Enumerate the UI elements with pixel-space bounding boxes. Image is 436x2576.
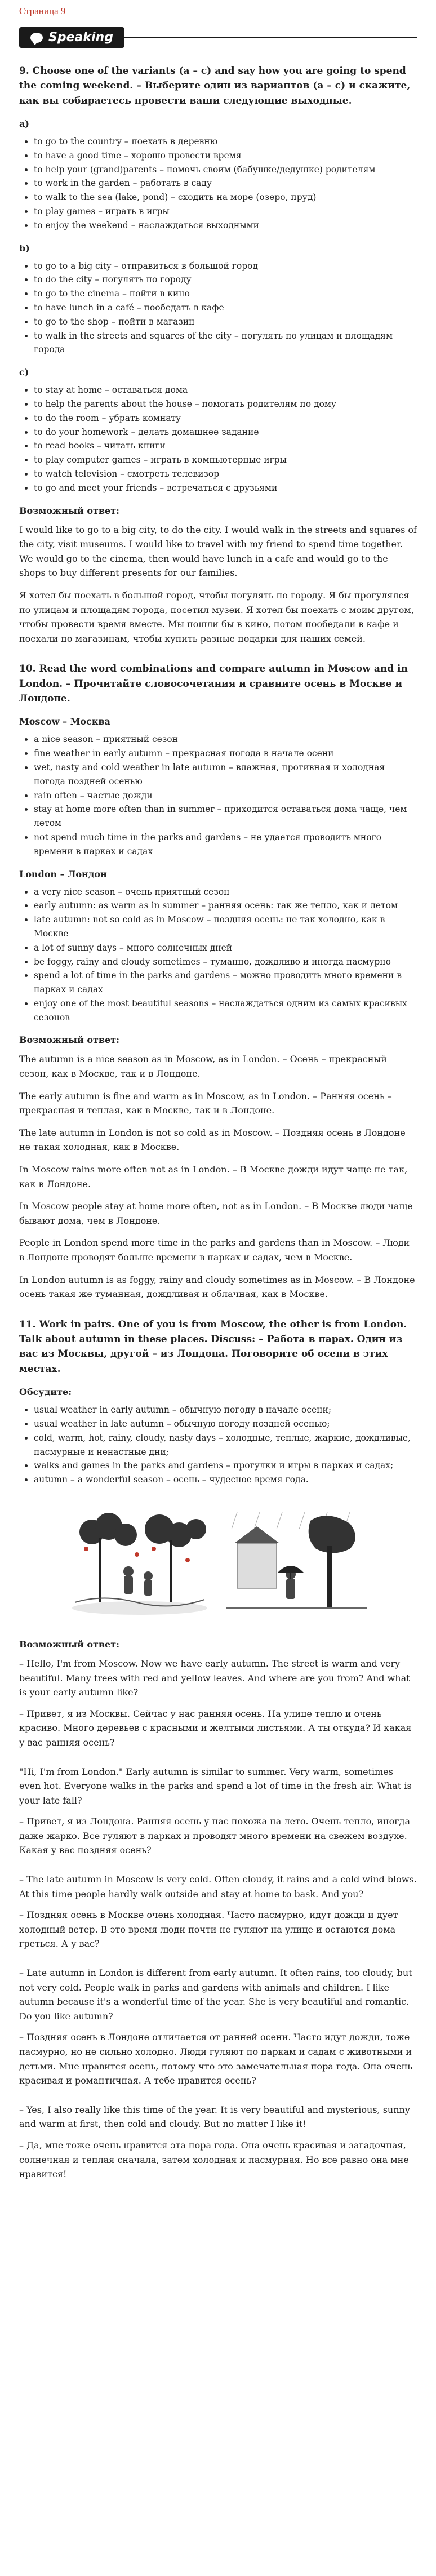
list-item: • spend a lot of time in the parks and gardens – можно проводить много времени в парках и садах xyxy=(34,969,417,997)
list-item: • to read books – читать книги xyxy=(34,439,417,453)
group-a-label: a) xyxy=(19,118,29,130)
dialog-line: – Поздняя осень в Москве очень холодная. Часто пасмурно, идут дожди и дует холодный ветер. В это время люди почти не гуляют на улице и остаются дома греться. А у вас? xyxy=(19,1909,398,1949)
list-item: • walks and games in the parks and gardens – прогулки и игры в парках и садах; xyxy=(34,1459,417,1473)
list-item: • be foggy, rainy and cloudy sometimes – туманно, дождливо и иногда пасмурно xyxy=(34,955,417,969)
group-c-list xyxy=(19,383,417,495)
ex9-answer-ru: Я хотел бы поехать в большой город, чтобы погулять по городу. Я бы прогулялся по улицам и площадям города, посетил музеи. Я хотел бы поехать с моим другом, чтобы провести время вместе. Мы пошли бы в кино, потом пообедали в кафе и поехали по магазинам, чтобы купить разные подарки для наших семей. xyxy=(19,589,414,644)
dialog-line: – Привет, я из Москвы. Сейчас у нас ранняя осень. На улице тепло и очень красиво. Много деревьев с красными и желтыми листьями. А ты откуда? И какая у вас ранняя осень? xyxy=(19,1708,412,1748)
autumn-park-picture xyxy=(69,1509,210,1616)
list-item: • to go to a big city – отправиться в большой город xyxy=(34,259,417,273)
dialog xyxy=(19,1656,417,2182)
group-c-label: c) xyxy=(19,367,29,378)
dialog-line: – Hello, I'm from Moscow. Now we have early autumn. The street is warm and very beautiful. Many trees with red and yellow leaves. And where are you from? And what is your early autumn like? xyxy=(19,1658,410,1698)
illustrations xyxy=(19,1509,417,1616)
rainy-city-picture xyxy=(226,1509,367,1616)
dialog-line: – Поздняя осень в Лондоне отличается от ранней осени. Часто идут дожди, тоже пасмурно, но не сильно холодно. Люди гуляют по паркам и садам с животными и детьми. Мне нравится осень, потому что это замечательная пора года. Она очень красивая и романтичная. А тебе нравится осень? xyxy=(19,2032,412,2086)
speech-bubble-icon xyxy=(30,33,43,43)
moscow-list xyxy=(19,732,417,858)
ex10-answer: In Moscow people stay at home more often, not as in London. – В Москве люди чаще бывают дома, чем в Лондоне. xyxy=(19,1201,413,1226)
dialog-line: – Yes, I also really like this time of the year. It is very beautiful and mysterious, sunny and warm at first, then cold and cloudy. But no matter I like it! xyxy=(19,2104,410,2130)
dialog-line: – Привет, я из Лондона. Ранняя осень у нас похожа на лето. Очень тепло, иногда даже жарко. Все гуляют в парках и проводят много времени на свежем воздухе. Какая у вас поздняя осень? xyxy=(19,1816,410,1856)
ex9-answer-en: I would like to go to a big city, to do the city. I would walk in the streets and squares of the city, visit museums. I would like to travel with my friend to spend time together. We would go to the cinema, then would have lunch in a cafe and would go to the shops to buy different presents for our families. xyxy=(19,524,417,579)
list-item: • a very nice season – очень приятный сезон xyxy=(34,885,417,899)
group-a-list xyxy=(19,135,417,233)
list-item: • to help the parents about the house – помогать родителям по дому xyxy=(34,397,417,411)
list-item: • to have lunch in a café – пообедать в кафе xyxy=(34,301,417,315)
list-item: • to play games – играть в игры xyxy=(34,205,417,219)
dialog-line: – The late autumn in Moscow is very cold. Often cloudy, it rains and a cold wind blows. At this time people hardly walk outside and stay at home to bask. And you? xyxy=(19,1874,417,1899)
list-item: • rain often – частые дожди xyxy=(34,789,417,803)
list-item: • cold, warm, hot, rainy, cloudy, nasty days – холодные, теплые, жаркие, дождливые, пасмурные и ненастные дни; xyxy=(34,1431,417,1459)
list-item: • to have a good time – хорошо провести время xyxy=(34,149,417,163)
exercise-9-title: 9. Choose one of the variants (a – c) and say how you are going to spend the coming weekend. – Выберите один из вариантов (a – c) и скажите, как вы собираетесь провести ваши следующие выходные. xyxy=(19,65,411,106)
page-number: Страница 9 xyxy=(19,6,66,16)
speaking-banner-label: Speaking xyxy=(48,30,113,45)
list-item: • early autumn: as warm as in summer – ранняя осень: так же тепло, как и летом xyxy=(34,899,417,913)
dialog-line: – Late autumn in London is different from early autumn. It often rains, too cloudy, but not very cold. People walk in parks and gardens with animals and children. I like autumn because it's a wonderful time of the year. She is very beautiful and romantic. Do you like autumn? xyxy=(19,1967,412,2022)
list-item: • usual weather in late autumn – обычную погоду поздней осенью; xyxy=(34,1417,417,1431)
list-item: • wet, nasty and cold weather in late autumn – влажная, противная и холодная погода поздней осенью xyxy=(34,761,417,789)
group-b-label: b) xyxy=(19,242,30,254)
list-item: • a nice season – приятный сезон xyxy=(34,732,417,747)
list-item: • to go and meet your friends – встречаться с друзьями xyxy=(34,481,417,495)
list-item: • stay at home more often than in summer – приходится оставаться дома чаще, чем летом xyxy=(34,802,417,830)
list-item: • to help your (grand)parents – помочь своим (бабушке/дедушке) родителям xyxy=(34,163,417,177)
moscow-label: Moscow – Москва xyxy=(19,716,110,727)
discuss-list xyxy=(19,1403,417,1487)
list-item: • to do your homework – делать домашнее задание xyxy=(34,425,417,439)
list-item: • to walk to the sea (lake, pond) – сходить на море (озеро, пруд) xyxy=(34,190,417,205)
list-item: • to go to the shop – пойти в магазин xyxy=(34,315,417,329)
speaking-banner xyxy=(19,27,124,48)
list-item: • not spend much time in the parks and gardens – не удается проводить много времени в парках и садах xyxy=(34,830,417,859)
list-item: • to watch television – смотреть телевизор xyxy=(34,467,417,481)
list-item: • to enjoy the weekend – наслаждаться выходными xyxy=(34,219,417,233)
ex10-answer: People in London spend more time in the parks and gardens than in Moscow. – Люди в Лондоне проводят больше времени в парках и садах, чем в Москве. xyxy=(19,1237,410,1263)
exercise-11-title: 11. Work in pairs. One of you is from Moscow, the other is from London. Talk about autumn in these places. Discuss: – Работа в парах. Один из вас из Москвы, другой – из Лондона. Поговорите об осени в этих местах. xyxy=(19,1318,407,1375)
list-item: • to do the city – погулять по городу xyxy=(34,273,417,287)
speaking-header xyxy=(19,27,417,48)
list-item: • to play computer games – играть в компьютерные игры xyxy=(34,453,417,467)
exercise-10-title: 10. Read the word combinations and compare autumn in Moscow and in London. – Прочитайте словосочетания и сравните осень в Москве и Лондоне. xyxy=(19,663,408,704)
ex10-answer: The early autumn is fine and warm as in Moscow, as in London. – Ранняя осень – прекрасная и теплая, как в Москве, так и в Лондоне. xyxy=(19,1090,392,1116)
list-item: • to walk in the streets and squares of the city – погулять по улицам и площадям города xyxy=(34,329,417,357)
list-item: • enjoy one of the most beautiful seasons – наслаждаться одним из самых красивых сезонов xyxy=(34,997,417,1025)
ex9-answer-label: Возможный ответ: xyxy=(19,505,120,516)
list-item: • a lot of sunny days – много солнечных дней xyxy=(34,941,417,955)
dialog-line: – Да, мне тоже очень нравится эта пора года. Она очень красивая и загадочная, солнечная и теплая сначала, затем холодная и пасмурная. Но все равно она мне нравится! xyxy=(19,2139,409,2180)
list-item: • to work in the garden – работать в саду xyxy=(34,176,417,190)
list-item: • usual weather in early autumn – обычную погоду в начале осени; xyxy=(34,1403,417,1417)
ex10-answer: The late autumn in London is not so cold as in Moscow. – Поздняя осень в Лондоне не такая холодная, как в Москве. xyxy=(19,1127,406,1153)
ex11-answer-label: Возможный ответ: xyxy=(19,1638,120,1650)
ex10-answer: In Moscow rains more often not as in London. – В Москве дожди идут чаще не так, как в Лондоне. xyxy=(19,1164,408,1189)
list-item: • fine weather in early autumn – прекрасная погода в начале осени xyxy=(34,747,417,761)
header-rule xyxy=(124,37,417,38)
london-label: London – Лондон xyxy=(19,868,107,880)
list-item: • to do the room – убрать комнату xyxy=(34,411,417,425)
group-b-list xyxy=(19,259,417,357)
ex10-answer: In London autumn is as foggy, rainy and cloudy sometimes as in Moscow. – В Лондоне осень такая же туманная, дождливая и облачная, как в Москве. xyxy=(19,1274,415,1300)
list-item: • late autumn: not so cold as in Moscow – поздняя осень: не так холодно, как в Москве xyxy=(34,913,417,941)
ex10-answer-label: Возможный ответ: xyxy=(19,1034,120,1046)
discuss-label: Обсудите: xyxy=(19,1387,72,1398)
list-item: • to go to the cinema – пойти в кино xyxy=(34,287,417,301)
list-item: • autumn – a wonderful season – осень – чудесное время года. xyxy=(34,1473,417,1487)
list-item: • to stay at home – оставаться дома xyxy=(34,383,417,397)
london-list xyxy=(19,885,417,1025)
ex10-answer: The autumn is a nice season as in Moscow, as in London. – Осень – прекрасный сезон, как в Москве, так и в Лондоне. xyxy=(19,1054,387,1080)
list-item: • to go to the country – поехать в деревню xyxy=(34,135,417,149)
dialog-line: "Hi, I'm from London." Early autumn is similar to summer. Very warm, sometimes even hot. Everyone walks in the parks and spend a lot of time in the fresh air. What is your late fall? xyxy=(19,1766,412,1806)
